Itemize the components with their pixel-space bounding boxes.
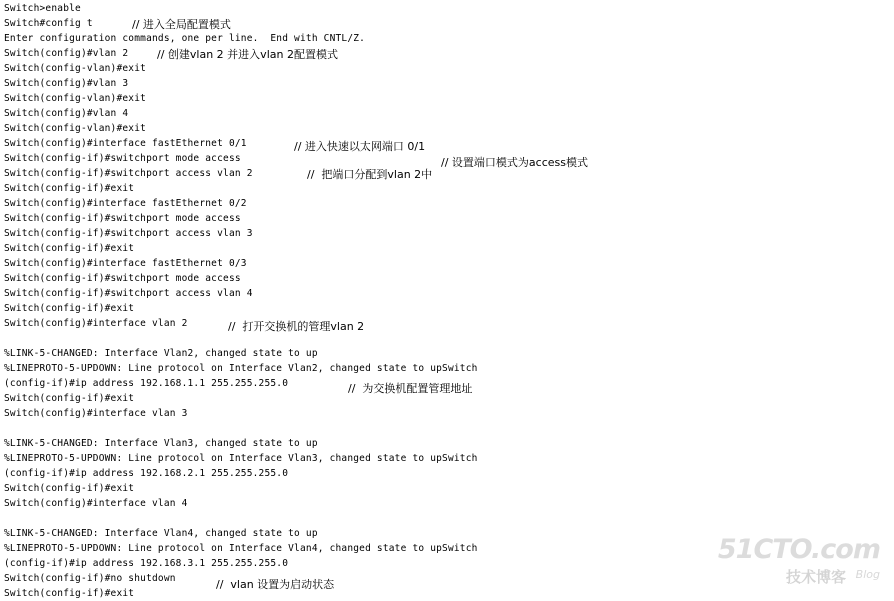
console-line: %LINEPROTO-5-UPDOWN: Line protocol on Interface Vlan4, changed state to upSwitch [4,543,478,554]
annotation-access-vlan2: // 把端口分配到vlan 2中 [307,168,433,181]
console-line: %LINEPROTO-5-UPDOWN: Line protocol on Interface Vlan3, changed state to upSwitch [4,453,478,464]
console-line: Switch(config-if)#switchport mode access [4,273,241,284]
annotation-int-vlan2: // 打开交换机的管理vlan 2 [228,320,365,333]
console-line: Switch(config)#vlan 4 [4,108,129,119]
annotation-vlan2: // 创建vlan 2 并进入vlan 2配置模式 [157,48,338,61]
console-line: Switch(config-vlan)#exit [4,93,147,104]
annotation-mode-access: // 设置端口模式为access模式 [441,156,588,169]
console-line: %LINK-5-CHANGED: Interface Vlan3, changed state to up [4,438,318,449]
console-line: Switch(config)#interface vlan 2 [4,318,188,329]
annotation-ip-address: // 为交换机配置管理地址 [348,382,473,395]
console-line: Switch(config-if)#switchport mode access [4,213,241,224]
console-line: (config-if)#ip address 192.168.3.1 255.255.255.0 [4,558,289,569]
console-line: Switch(config-if)#exit [4,483,135,494]
annotation-config-t: // 进入全局配置模式 [132,18,231,31]
console-line: Switch(config-if)#switchport access vlan 4 [4,288,253,299]
console-line: Switch(config-vlan)#exit [4,123,147,134]
console-line: %LINEPROTO-5-UPDOWN: Line protocol on Interface Vlan2, changed state to upSwitch [4,363,478,374]
console-line: Switch(config-vlan)#exit [4,63,147,74]
console-line: Switch>enable [4,3,81,14]
watermark-subtitle: 技术博客 [785,568,846,586]
console-line: Switch(config)#interface fastEthernet 0/1 [4,138,247,149]
annotation-no-shutdown: // vlan 设置为启动状态 [216,578,335,591]
console-line: (config-if)#ip address 192.168.2.1 255.255.255.0 [4,468,289,479]
annotation-fa01: // 进入快速以太网端口 0/1 [294,140,426,153]
console-line: Switch(config-if)#switchport mode access [4,153,241,164]
console-line: Switch(config-if)#no shutdown [4,573,176,584]
console-line: Switch(config)#interface vlan 3 [4,408,188,419]
console-line: Switch(config)#interface fastEthernet 0/2 [4,198,247,209]
console-line: Enter configuration commands, one per line. End with CNTL/Z. [4,33,366,44]
console-line: Switch(config-if)#exit [4,303,135,314]
console-line: Switch(config-if)#exit [4,183,135,194]
console-line: Switch#config t [4,18,93,29]
console-line: Switch(config)#interface vlan 4 [4,498,188,509]
console-line: Switch(config-if)#exit [4,393,135,404]
watermark [717,534,880,592]
console-line: Switch(config)#vlan 3 [4,78,129,89]
console-line: Switch(config-if)#exit [4,243,135,254]
watermark-blog: Blog [855,568,880,581]
console-line: %LINK-5-CHANGED: Interface Vlan2, changed state to up [4,348,318,359]
console-line: (config-if)#ip address 192.168.1.1 255.255.255.0 [4,378,289,389]
watermark-brand: 51CTO.com [717,534,880,565]
console-line: Switch(config-if)#switchport access vlan 2 [4,168,253,179]
console-line: Switch(config-if)#exit [4,588,135,599]
console-line: Switch(config)#interface fastEthernet 0/3 [4,258,247,269]
console-line: %LINK-5-CHANGED: Interface Vlan4, changed state to up [4,528,318,539]
console-line: Switch(config)#vlan 2 [4,48,129,59]
console-line: Switch(config-if)#switchport access vlan 3 [4,228,253,239]
